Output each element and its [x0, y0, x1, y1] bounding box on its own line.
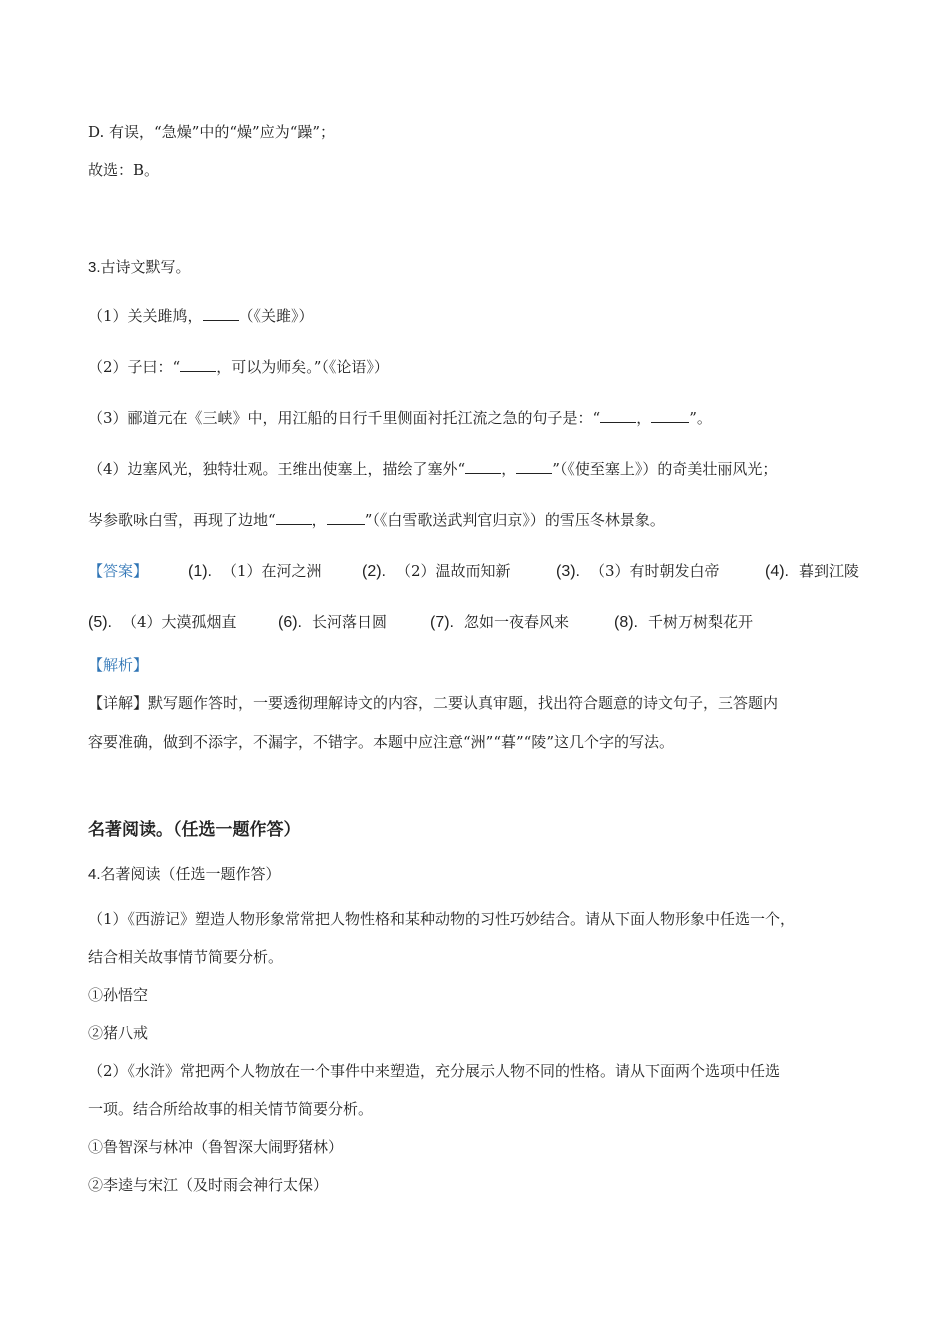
q3-sub-2-rest: ，可以为师矣。”（《论语》） — [216, 358, 389, 376]
answer-blank — [651, 408, 689, 423]
q3-sub-3-comma: ， — [636, 409, 652, 427]
answer-item-6 — [278, 612, 387, 633]
q3-sub-1 — [88, 306, 314, 326]
question-4-title — [88, 864, 281, 885]
q4-option-sun-wukong: ①孙悟空 — [88, 986, 149, 1004]
q4-part-2-line-1: （2）《水浒》常把两个人物放在一个事件中来塑造，充分展示人物不同的性格。请从下面两个选项中任选 — [88, 1062, 781, 1080]
q3-sub-1-text: （1）关关雎鸠， — [88, 307, 203, 325]
answer-blank — [180, 357, 216, 372]
answer-text: （3）有时朝发白帝 — [590, 562, 720, 580]
answer-number: (4). — [765, 563, 789, 580]
answer-blank — [465, 459, 501, 474]
analysis-tag: 【解析】 — [88, 656, 149, 674]
q4-option-zhu-bajie: ②猪八戒 — [88, 1024, 149, 1042]
question-4-title-text: 4.名著阅读（任选一题作答） — [88, 866, 281, 883]
answer-number: (8). — [614, 614, 638, 631]
q4-option-lu-zhishen: ①鲁智深与林冲（鲁智深大闹野猪林） — [88, 1138, 344, 1156]
answer-text: （1）在河之洲 — [222, 562, 322, 580]
q3-sub-1-source: （《关雎》） — [238, 307, 314, 325]
answer-blank — [516, 459, 552, 474]
answer-item-2 — [362, 561, 511, 582]
q3-sub-4-comma: ， — [501, 460, 517, 478]
answer-text: （2）温故而知新 — [396, 562, 511, 580]
q3-sub-3-end: ”。 — [689, 409, 712, 427]
q4-option-li-kui: ②李逵与宋江（及时雨会神行太保） — [88, 1176, 329, 1194]
q3-sub-4-text: （4）边塞风光，独特壮观。王维出使塞上，描绘了塞外“ — [88, 460, 466, 478]
answer-item-1 — [188, 561, 322, 582]
answer-blank — [600, 408, 636, 423]
answer-number: (6). — [278, 614, 302, 631]
analysis-detail-line-2: 容要准确，做到不添字，不漏字，不错字。本题中应注意“洲”“暮”“陵”这几个字的写法。 — [88, 733, 675, 751]
answer-number: (3). — [556, 563, 580, 580]
answer-text: （4）大漠孤烟直 — [122, 613, 237, 631]
answer-number: (7). — [430, 614, 454, 631]
answer-blank — [203, 306, 239, 321]
q3-sub-4-cont-text: 岑参歌咏白雪，再现了边地“ — [88, 511, 276, 529]
answer-text: 忽如一夜春风来 — [464, 613, 570, 631]
q3-sub-2 — [88, 357, 389, 377]
section-heading: 名著阅读。（任选一题作答） — [88, 820, 301, 839]
answer-item-4 — [765, 561, 859, 582]
answer-text: 千树万树梨花开 — [648, 613, 754, 631]
analysis-detail-line-1: 【详解】默写题作答时，一要透彻理解诗文的内容，二要认真审题，找出符合题意的诗文句子，三答题内 — [88, 694, 779, 712]
answer-item-8 — [614, 612, 753, 633]
answer-item-3 — [556, 561, 720, 582]
q3-sub-4-end: ”（《使至塞上》）的奇美壮丽风光； — [552, 460, 778, 478]
q3-sub-2-text: （2）子曰：“ — [88, 358, 181, 376]
answer-number: (1). — [188, 563, 212, 580]
answer-blank — [276, 510, 312, 525]
q4-part-2-line-2: 一项。结合所给故事的相关情节简要分析。 — [88, 1100, 374, 1118]
q3-sub-4-cont — [88, 510, 665, 530]
answer-text: 长河落日圆 — [312, 613, 388, 631]
answer-item-5 — [88, 612, 237, 633]
answer-number: (2). — [362, 563, 386, 580]
answer-number: (5). — [88, 614, 112, 631]
q3-sub-3 — [88, 408, 712, 428]
q3-sub-4-cont-comma: ， — [311, 511, 327, 529]
answer-item-7 — [430, 612, 569, 633]
answer-text: 暮到江陵 — [799, 562, 860, 580]
q3-sub-4 — [88, 459, 777, 479]
answer-blank — [327, 510, 365, 525]
q3-sub-4-cont-end: ”（《白雪歌送武判官归京》）的雪压冬林景象。 — [364, 511, 665, 529]
answer-tag: 【答案】 — [88, 562, 149, 580]
previous-answer-choice: 故选：B。 — [88, 161, 160, 179]
q3-sub-3-text: （3）郦道元在《三峡》中，用江船的日行千里侧面衬托江流之急的句子是：“ — [88, 409, 601, 427]
question-3-title: 3.古诗文默写。 — [88, 259, 191, 276]
q4-part-1-line-2: 结合相关故事情节简要分析。 — [88, 948, 284, 966]
previous-answer-line-d: D. 有误，“急燥”中的“燥”应为“躁”； — [88, 123, 336, 141]
q4-part-1-line-1: （1）《西游记》塑造人物形象常常把人物性格和某种动物的习性巧妙结合。请从下面人物形象中任选一个， — [88, 910, 796, 928]
